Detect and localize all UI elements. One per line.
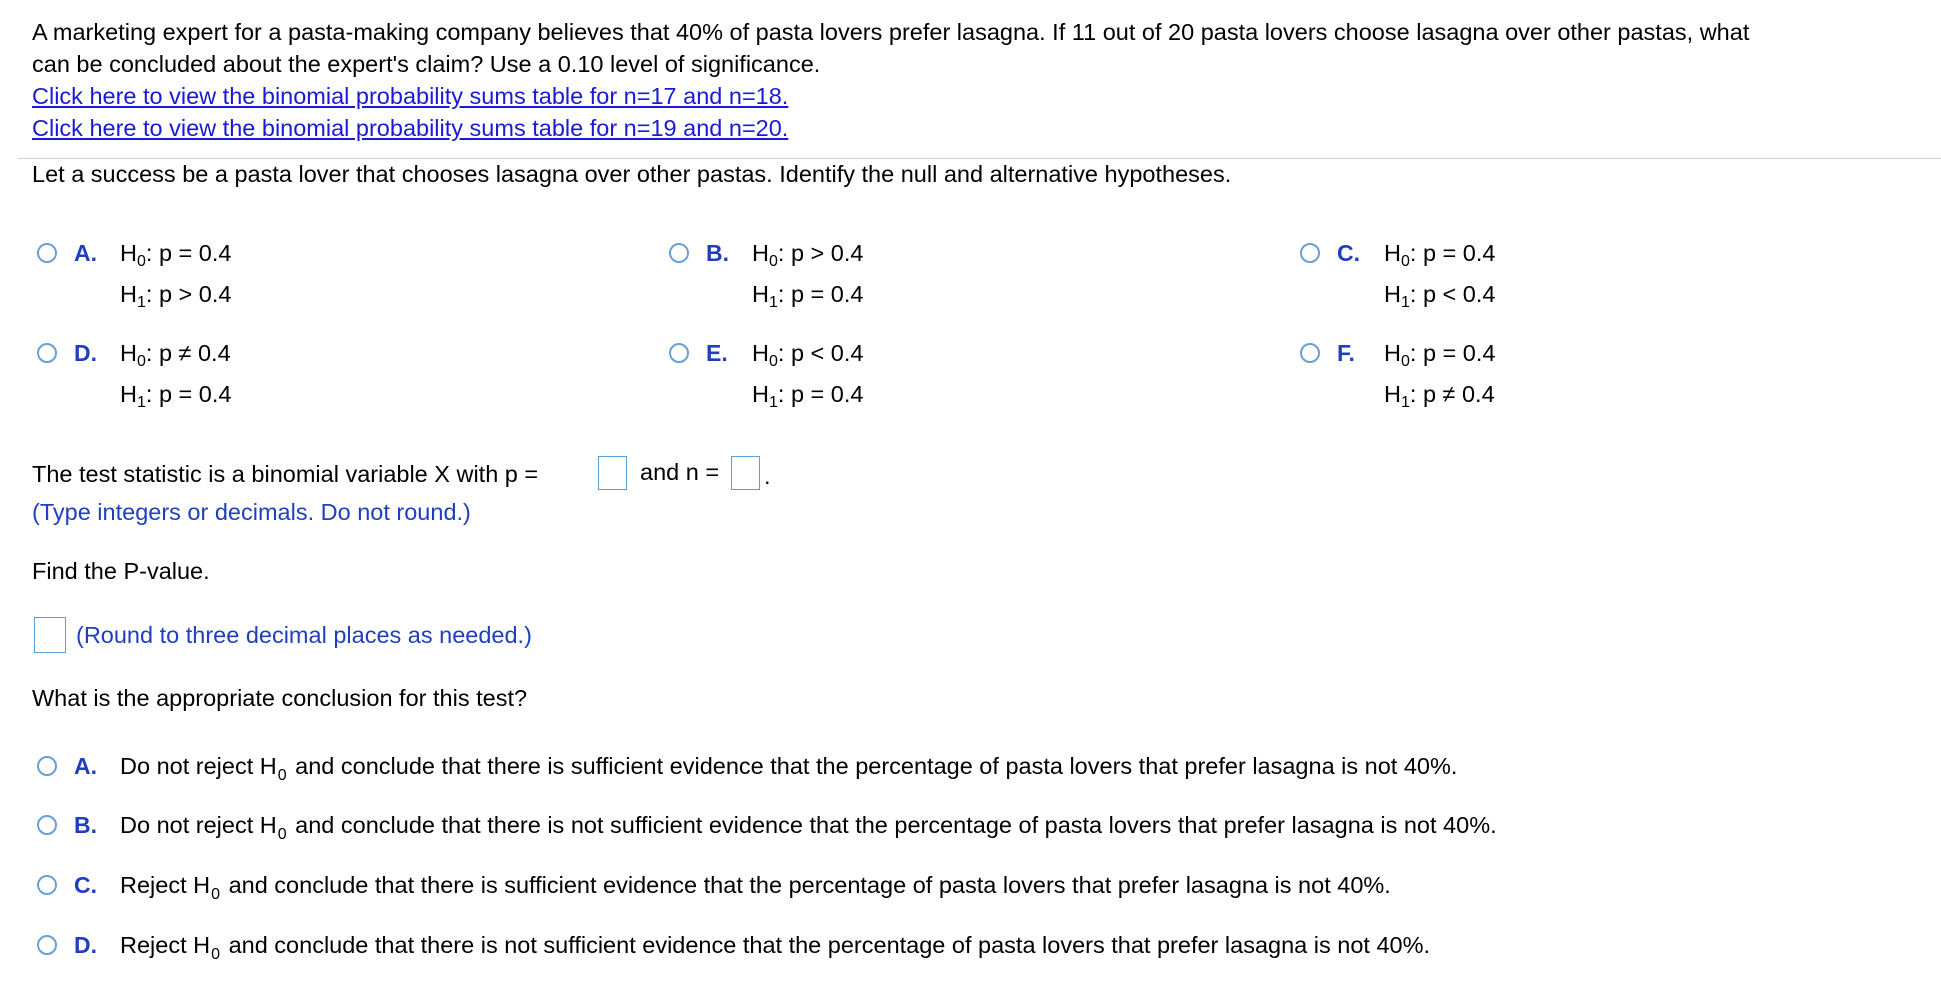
radio-button[interactable] <box>669 243 689 263</box>
h1-expression: p < 0.4 <box>1422 281 1496 307</box>
colon: : <box>777 281 785 307</box>
h0-expression: p = 0.4 <box>158 240 232 266</box>
colon: : <box>145 340 153 366</box>
conclusion-text <box>120 751 1457 785</box>
test-statistic-hint: (Type integers or decimals. Do not round.) <box>32 499 471 525</box>
option-letter: B. <box>706 240 729 266</box>
binomial-table-link-19-20[interactable]: Click here to view the binomial probability sums table for n=19 and n=20. <box>32 115 789 141</box>
h0-expression: p = 0.4 <box>1422 340 1496 366</box>
question-line-2: can be concluded about the expert's claim? Use a 0.10 level of significance. <box>32 51 821 77</box>
radio-button[interactable] <box>37 815 57 835</box>
alternative-hypothesis <box>120 380 231 417</box>
colon: : <box>145 281 153 307</box>
colon: : <box>145 240 153 266</box>
h-symbol: H <box>120 240 137 266</box>
colon: : <box>145 381 153 407</box>
subscript-0: 0 <box>136 253 146 270</box>
h-symbol: H <box>120 281 137 307</box>
option-letter: A. <box>74 240 97 266</box>
h-symbol: H <box>1384 281 1401 307</box>
colon: : <box>1409 281 1417 307</box>
h1-expression: p = 0.4 <box>158 381 232 407</box>
colon: : <box>1409 240 1417 266</box>
h-symbol: H <box>120 340 137 366</box>
subscript-1: 1 <box>768 294 778 311</box>
radio-button[interactable] <box>37 935 57 955</box>
subscript-1: 1 <box>1400 394 1410 411</box>
alternative-hypothesis <box>120 280 231 317</box>
subscript-0: 0 <box>1400 253 1410 270</box>
p-value-answer-input[interactable] <box>34 617 66 653</box>
subscript-0: 0 <box>1400 353 1410 370</box>
h1-expression: p > 0.4 <box>158 281 232 307</box>
subscript-1: 1 <box>1400 294 1410 311</box>
h0-expression: p < 0.4 <box>790 340 864 366</box>
option-letter: E. <box>706 340 728 366</box>
option-letter: C. <box>74 872 97 898</box>
null-hypothesis <box>120 339 231 376</box>
option-letter: D. <box>74 340 97 366</box>
conclusion-text <box>120 870 1391 904</box>
subscript-0: 0 <box>211 946 221 963</box>
h1-expression: p = 0.4 <box>790 381 864 407</box>
option-letter: D. <box>74 932 97 958</box>
h-symbol: H <box>752 240 769 266</box>
h-symbol: H <box>1384 240 1401 266</box>
and-n-text: and n = <box>640 459 720 485</box>
h-symbol: H <box>1384 340 1401 366</box>
rest: and conclude that there is sufficient evidence that the percentage of pasta lovers that prefer lasagna is not 40%. <box>295 753 1458 779</box>
radio-button[interactable] <box>37 875 57 895</box>
conclusion-text <box>120 810 1497 844</box>
question-line-1: A marketing expert for a pasta-making company believes that 40% of pasta lovers prefer lasagna. If 11 out of 20 pasta lovers choose lasagna over other pastas, what <box>32 19 1750 45</box>
colon: : <box>1409 381 1417 407</box>
h1-expression: p ≠ 0.4 <box>1422 381 1495 407</box>
subscript-1: 1 <box>136 394 146 411</box>
verb: Reject H <box>120 932 211 958</box>
option-letter: F. <box>1337 340 1355 366</box>
hypotheses-prompt: Let a success be a pasta lover that chooses lasagna over other pastas. Identify the null and alternative hypotheses. <box>32 161 1232 187</box>
radio-button[interactable] <box>1300 243 1320 263</box>
subscript-0: 0 <box>277 826 287 843</box>
colon: : <box>777 340 785 366</box>
colon: : <box>777 240 785 266</box>
alternative-hypothesis <box>752 380 863 417</box>
alternative-hypothesis <box>752 280 863 317</box>
conclusion-text <box>120 930 1430 964</box>
p-value-hint: (Round to three decimal places as needed.) <box>76 622 532 648</box>
h-symbol: H <box>1384 381 1401 407</box>
h0-expression: p > 0.4 <box>790 240 864 266</box>
h-symbol: H <box>752 281 769 307</box>
option-letter: A. <box>74 753 97 779</box>
binomial-table-link-17-18[interactable]: Click here to view the binomial probability sums table for n=17 and n=18. <box>32 83 789 109</box>
period: . <box>764 463 771 489</box>
conclusion-prompt: What is the appropriate conclusion for this test? <box>32 685 528 711</box>
rest: and conclude that there is sufficient evidence that the percentage of pasta lovers that prefer lasagna is not 40%. <box>228 872 1391 898</box>
radio-button[interactable] <box>1300 343 1320 363</box>
h0-expression: p = 0.4 <box>1422 240 1496 266</box>
colon: : <box>777 381 785 407</box>
subscript-0: 0 <box>277 767 287 784</box>
null-hypothesis <box>1384 239 1495 276</box>
verb: Do not reject H <box>120 812 277 838</box>
rest: and conclude that there is not sufficient evidence that the percentage of pasta lovers that prefer lasagna is not 40%. <box>228 932 1431 958</box>
radio-button[interactable] <box>37 756 57 776</box>
h1-expression: p = 0.4 <box>790 281 864 307</box>
subscript-0: 0 <box>211 886 221 903</box>
p-value-prompt: Find the P-value. <box>32 558 210 584</box>
alternative-hypothesis <box>1384 380 1495 417</box>
subscript-0: 0 <box>768 353 778 370</box>
h0-expression: p ≠ 0.4 <box>158 340 231 366</box>
null-hypothesis <box>752 339 863 376</box>
option-letter: C. <box>1337 240 1360 266</box>
p-value-input[interactable] <box>598 456 627 490</box>
colon: : <box>1409 340 1417 366</box>
n-value-input[interactable] <box>731 456 760 490</box>
null-hypothesis <box>752 239 863 276</box>
radio-button[interactable] <box>37 243 57 263</box>
radio-button[interactable] <box>669 343 689 363</box>
subscript-0: 0 <box>768 253 778 270</box>
alternative-hypothesis <box>1384 280 1495 317</box>
subscript-1: 1 <box>136 294 146 311</box>
h-symbol: H <box>120 381 137 407</box>
radio-button[interactable] <box>37 343 57 363</box>
h-symbol: H <box>752 381 769 407</box>
h-symbol: H <box>752 340 769 366</box>
null-hypothesis <box>1384 339 1495 376</box>
option-letter: B. <box>74 812 97 838</box>
verb: Do not reject H <box>120 753 277 779</box>
subscript-0: 0 <box>136 353 146 370</box>
subscript-1: 1 <box>768 394 778 411</box>
test-statistic-text: The test statistic is a binomial variable X with p = <box>32 461 539 487</box>
verb: Reject H <box>120 872 211 898</box>
null-hypothesis <box>120 239 231 276</box>
rest: and conclude that there is not sufficient evidence that the percentage of pasta lovers that prefer lasagna is not 40%. <box>295 812 1497 838</box>
